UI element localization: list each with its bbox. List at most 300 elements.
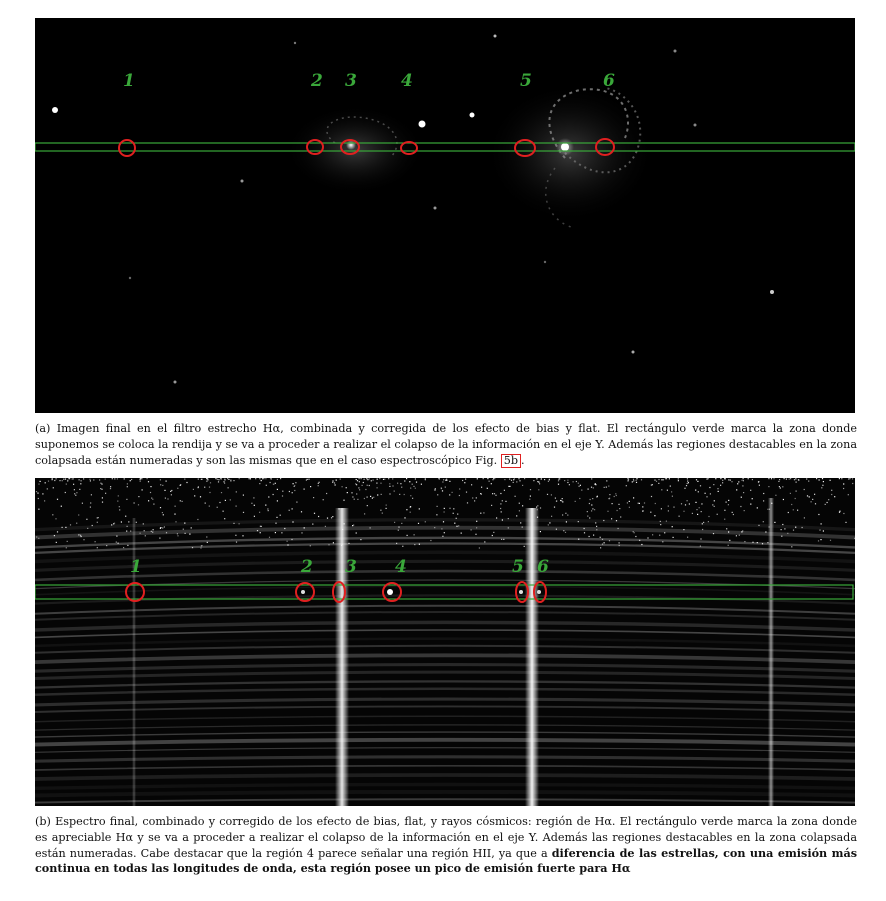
noise-pixel: [425, 479, 426, 480]
noise-pixel: [701, 511, 702, 512]
noise-pixel: [301, 511, 302, 512]
noise-pixel: [604, 487, 605, 488]
noise-pixel: [619, 508, 620, 509]
noise-pixel: [661, 508, 662, 509]
noise-pixel: [99, 479, 100, 480]
noise-pixel: [841, 478, 842, 479]
noise-pixel: [295, 482, 296, 483]
noise-pixel: [708, 516, 709, 517]
noise-pixel: [332, 480, 333, 481]
noise-pixel: [712, 504, 713, 505]
noise-pixel: [579, 498, 580, 499]
noise-pixel: [505, 501, 506, 502]
noise-pixel: [567, 515, 568, 516]
noise-pixel: [821, 487, 822, 488]
region-label-6: 6: [603, 71, 615, 91]
noise-pixel: [634, 532, 635, 533]
noise-pixel: [413, 486, 414, 487]
noise-pixel: [581, 490, 582, 491]
noise-pixel: [271, 478, 272, 479]
noise-pixel: [134, 502, 135, 503]
noise-pixel: [667, 490, 668, 491]
noise-pixel: [55, 518, 56, 519]
noise-pixel: [618, 504, 619, 505]
noise-pixel: [453, 508, 454, 509]
noise-pixel: [636, 478, 637, 479]
noise-pixel: [358, 487, 359, 488]
noise-pixel: [261, 480, 262, 481]
star: [241, 180, 244, 183]
noise-pixel: [415, 488, 416, 489]
noise-pixel: [774, 522, 775, 523]
noise-pixel: [186, 482, 187, 483]
noise-pixel: [421, 484, 422, 485]
noise-pixel: [167, 498, 168, 499]
noise-pixel: [615, 493, 616, 494]
noise-pixel: [714, 500, 715, 501]
noise-pixel: [604, 542, 605, 543]
emission-knot: [519, 590, 523, 594]
noise-pixel: [369, 485, 370, 486]
noise-pixel: [287, 541, 288, 542]
noise-pixel: [684, 488, 685, 489]
noise-pixel: [373, 497, 374, 498]
noise-pixel: [850, 478, 851, 479]
noise-pixel: [627, 478, 628, 479]
noise-pixel: [608, 486, 609, 487]
noise-pixel: [733, 514, 734, 515]
noise-pixel: [548, 481, 549, 482]
noise-pixel: [90, 480, 91, 481]
noise-pixel: [822, 478, 823, 479]
noise-pixel: [597, 496, 598, 497]
noise-pixel: [262, 478, 263, 479]
noise-pixel: [79, 479, 80, 480]
noise-pixel: [260, 532, 261, 533]
noise-pixel: [250, 478, 251, 479]
noise-pixel: [410, 512, 411, 513]
noise-pixel: [660, 524, 661, 525]
noise-pixel: [591, 504, 592, 505]
noise-pixel: [367, 505, 368, 506]
noise-pixel: [718, 491, 719, 492]
noise-pixel: [198, 486, 199, 487]
noise-pixel: [443, 521, 444, 522]
noise-pixel: [436, 514, 437, 515]
noise-pixel: [652, 534, 653, 535]
noise-pixel: [750, 490, 751, 491]
noise-pixel: [609, 498, 610, 499]
noise-pixel: [724, 519, 725, 520]
noise-pixel: [487, 478, 488, 479]
noise-pixel: [681, 503, 682, 504]
noise-pixel: [726, 528, 727, 529]
noise-pixel: [166, 481, 167, 482]
noise-pixel: [519, 480, 520, 481]
noise-pixel: [145, 535, 146, 536]
noise-pixel: [38, 498, 39, 499]
noise-pixel: [126, 499, 127, 500]
noise-pixel: [123, 547, 124, 548]
noise-pixel: [791, 504, 792, 505]
noise-pixel: [75, 495, 76, 496]
noise-pixel: [206, 481, 207, 482]
noise-pixel: [658, 483, 659, 484]
noise-pixel: [687, 478, 688, 479]
noise-pixel: [418, 523, 419, 524]
noise-pixel: [412, 484, 413, 485]
noise-pixel: [823, 530, 824, 531]
noise-pixel: [551, 516, 552, 517]
caption-b-text: (b) Espectro final, combinado y corregido de los efecto de bias, flat, y rayos cósmicos: región de Hα. El rectángulo verde marca la zona donde es apreciable Hα y se va a proceder a realizar el colapso de la información en el eje Y. Además las regiones destacables en la zona colapsada están numeradas. Cabe destacar que la región 4 parece señalar una región HII, ya que a: [35, 815, 857, 860]
noise-pixel: [356, 479, 357, 480]
noise-pixel: [472, 497, 473, 498]
noise-pixel: [266, 485, 267, 486]
noise-pixel: [638, 503, 639, 504]
noise-pixel: [821, 523, 822, 524]
noise-pixel: [280, 478, 281, 479]
region-label-3: 3: [345, 557, 357, 577]
noise-pixel: [268, 510, 269, 511]
noise-pixel: [736, 489, 737, 490]
noise-pixel: [267, 508, 268, 509]
noise-pixel: [825, 504, 826, 505]
noise-pixel: [654, 515, 655, 516]
noise-pixel: [351, 492, 352, 493]
noise-pixel: [797, 510, 798, 511]
noise-pixel: [717, 488, 718, 489]
noise-pixel: [778, 481, 779, 482]
noise-pixel: [796, 491, 797, 492]
noise-pixel: [644, 502, 645, 503]
noise-pixel: [265, 478, 266, 479]
noise-pixel: [475, 534, 476, 535]
noise-pixel: [381, 494, 382, 495]
noise-pixel: [142, 489, 143, 490]
noise-pixel: [768, 478, 769, 479]
noise-pixel: [739, 535, 740, 536]
noise-pixel: [536, 507, 537, 508]
noise-pixel: [642, 511, 643, 512]
noise-pixel: [141, 478, 142, 479]
noise-pixel: [492, 493, 493, 494]
noise-pixel: [504, 490, 505, 491]
noise-pixel: [56, 478, 57, 479]
noise-pixel: [263, 478, 264, 479]
noise-pixel: [614, 496, 615, 497]
noise-pixel: [355, 483, 356, 484]
noise-pixel: [651, 496, 652, 497]
noise-pixel: [193, 489, 194, 490]
noise-pixel: [406, 478, 407, 479]
noise-pixel: [435, 488, 436, 489]
noise-pixel: [254, 516, 255, 517]
noise-pixel: [629, 507, 630, 508]
noise-pixel: [559, 478, 560, 479]
noise-pixel: [479, 547, 480, 548]
noise-pixel: [480, 493, 481, 494]
noise-pixel: [843, 483, 844, 484]
noise-pixel: [607, 511, 608, 512]
noise-pixel: [201, 479, 202, 480]
noise-pixel: [209, 487, 210, 488]
noise-pixel: [57, 499, 58, 500]
noise-pixel: [217, 479, 218, 480]
noise-pixel: [650, 512, 651, 513]
noise-pixel: [561, 500, 562, 501]
noise-pixel: [93, 479, 94, 480]
noise-pixel: [564, 480, 565, 481]
region-label-2: 2: [311, 71, 323, 91]
noise-pixel: [728, 479, 729, 480]
noise-pixel: [236, 491, 237, 492]
noise-pixel: [397, 483, 398, 484]
noise-pixel: [687, 483, 688, 484]
noise-pixel: [70, 524, 71, 525]
noise-pixel: [255, 478, 256, 479]
noise-pixel: [442, 490, 443, 491]
noise-pixel: [392, 478, 393, 479]
noise-pixel: [128, 521, 129, 522]
noise-pixel: [783, 499, 784, 500]
noise-pixel: [520, 522, 521, 523]
noise-pixel: [119, 506, 120, 507]
noise-pixel: [102, 502, 103, 503]
noise-pixel: [575, 501, 576, 502]
caption-a-text: (a) Imagen final en el filtro estrecho Hα, combinada y corregida de los efecto de bias y flat. El rectángulo verde marca la zona donde suponemos se coloca la rendija y se va a proceder a realizar el colapso de la información en el eje Y. Además las regiones destacables en la zona colapsada están numeradas y son las mismas que en el caso espectroscópico Fig.: [35, 422, 857, 467]
noise-pixel: [171, 494, 172, 495]
noise-pixel: [394, 491, 395, 492]
noise-pixel: [744, 510, 745, 511]
noise-pixel: [204, 487, 205, 488]
noise-pixel: [294, 485, 295, 486]
noise-pixel: [763, 500, 764, 501]
noise-pixel: [578, 483, 579, 484]
region-label-2: 2: [301, 557, 313, 577]
noise-pixel: [269, 537, 270, 538]
noise-pixel: [343, 500, 344, 501]
noise-pixel: [164, 526, 165, 527]
noise-pixel: [281, 532, 282, 533]
noise-pixel: [239, 478, 240, 479]
noise-pixel: [687, 500, 688, 501]
noise-pixel: [647, 537, 648, 538]
noise-pixel: [700, 538, 701, 539]
noise-pixel: [737, 483, 738, 484]
noise-pixel: [699, 507, 700, 508]
noise-pixel: [518, 478, 519, 479]
noise-pixel: [500, 508, 501, 509]
noise-pixel: [843, 513, 844, 514]
noise-pixel: [453, 513, 454, 514]
noise-pixel: [592, 508, 593, 509]
noise-pixel: [464, 482, 465, 483]
noise-pixel: [494, 478, 495, 479]
noise-pixel: [364, 513, 365, 514]
noise-pixel: [732, 512, 733, 513]
noise-pixel: [407, 535, 408, 536]
noise-pixel: [277, 479, 278, 480]
noise-pixel: [780, 487, 781, 488]
noise-pixel: [759, 485, 760, 486]
noise-pixel: [793, 509, 794, 510]
noise-pixel: [402, 546, 403, 547]
noise-pixel: [748, 478, 749, 479]
noise-pixel: [380, 483, 381, 484]
noise-pixel: [786, 479, 787, 480]
star: [694, 124, 697, 127]
noise-pixel: [332, 516, 333, 517]
noise-pixel: [410, 488, 411, 489]
noise-pixel: [86, 519, 87, 520]
noise-pixel: [668, 506, 669, 507]
noise-pixel: [589, 503, 590, 504]
noise-pixel: [848, 478, 849, 479]
noise-pixel: [722, 480, 723, 481]
noise-pixel: [537, 481, 538, 482]
noise-pixel: [665, 478, 666, 479]
noise-pixel: [45, 482, 46, 483]
noise-pixel: [366, 478, 367, 479]
noise-pixel: [549, 522, 550, 523]
noise-pixel: [57, 531, 58, 532]
noise-pixel: [708, 521, 709, 522]
spectrum-panel: [35, 478, 855, 806]
noise-pixel: [591, 510, 592, 511]
noise-pixel: [779, 486, 780, 487]
noise-pixel: [346, 487, 347, 488]
noise-pixel: [356, 532, 357, 533]
noise-pixel: [259, 512, 260, 513]
noise-pixel: [467, 502, 468, 503]
noise-pixel: [538, 489, 539, 490]
noise-pixel: [501, 511, 502, 512]
noise-pixel: [52, 514, 53, 515]
noise-pixel: [495, 495, 496, 496]
noise-pixel: [359, 489, 360, 490]
noise-pixel: [823, 481, 824, 482]
noise-pixel: [206, 536, 207, 537]
noise-pixel: [401, 523, 402, 524]
noise-pixel: [275, 532, 276, 533]
noise-pixel: [782, 486, 783, 487]
noise-pixel: [540, 531, 541, 532]
noise-pixel: [218, 481, 219, 482]
noise-pixel: [445, 487, 446, 488]
noise-pixel: [843, 488, 844, 489]
noise-pixel: [587, 516, 588, 517]
noise-pixel: [462, 480, 463, 481]
galaxy-left-haze: [285, 105, 425, 195]
noise-pixel: [323, 499, 324, 500]
noise-pixel: [848, 494, 849, 495]
noise-pixel: [210, 482, 211, 483]
noise-pixel: [292, 492, 293, 493]
noise-pixel: [362, 485, 363, 486]
noise-pixel: [738, 481, 739, 482]
noise-pixel: [273, 484, 274, 485]
noise-pixel: [445, 480, 446, 481]
noise-pixel: [334, 482, 335, 483]
noise-pixel: [114, 478, 115, 479]
noise-pixel: [280, 515, 281, 516]
noise-pixel: [752, 498, 753, 499]
noise-pixel: [110, 486, 111, 487]
noise-pixel: [494, 493, 495, 494]
noise-pixel: [194, 495, 195, 496]
noise-pixel: [579, 486, 580, 487]
noise-pixel: [363, 482, 364, 483]
star-glow: [556, 138, 574, 156]
noise-pixel: [347, 492, 348, 493]
noise-pixel: [97, 517, 98, 518]
noise-pixel: [228, 487, 229, 488]
noise-pixel: [724, 478, 725, 479]
noise-pixel: [814, 494, 815, 495]
noise-pixel: [562, 498, 563, 499]
noise-pixel: [444, 532, 445, 533]
noise-pixel: [425, 521, 426, 522]
noise-pixel: [62, 480, 63, 481]
noise-pixel: [741, 497, 742, 498]
noise-pixel: [588, 489, 589, 490]
noise-pixel: [595, 483, 596, 484]
noise-pixel: [377, 487, 378, 488]
noise-pixel: [150, 486, 151, 487]
noise-pixel: [556, 501, 557, 502]
noise-pixel: [105, 479, 106, 480]
noise-pixel: [359, 481, 360, 482]
noise-pixel: [811, 501, 812, 502]
noise-pixel: [491, 505, 492, 506]
figure-reference-link[interactable]: 5b: [501, 454, 521, 468]
noise-pixel: [100, 483, 101, 484]
noise-pixel: [493, 532, 494, 533]
noise-pixel: [590, 499, 591, 500]
star: [770, 290, 774, 294]
star: [174, 381, 177, 384]
noise-pixel: [591, 478, 592, 479]
noise-pixel: [722, 482, 723, 483]
noise-pixel: [454, 523, 455, 524]
region-label-1: 1: [130, 557, 142, 577]
noise-pixel: [596, 526, 597, 527]
noise-pixel: [74, 493, 75, 494]
noise-pixel: [205, 503, 206, 504]
noise-pixel: [724, 510, 725, 511]
noise-pixel: [170, 491, 171, 492]
noise-pixel: [483, 478, 484, 479]
emission-knot: [301, 590, 305, 594]
noise-pixel: [159, 538, 160, 539]
noise-pixel: [76, 523, 77, 524]
noise-pixel: [663, 479, 664, 480]
noise-pixel: [367, 497, 368, 498]
noise-pixel: [806, 478, 807, 479]
noise-pixel: [584, 532, 585, 533]
noise-pixel: [364, 498, 365, 499]
noise-pixel: [807, 495, 808, 496]
noise-pixel: [310, 486, 311, 487]
noise-pixel: [591, 487, 592, 488]
noise-pixel: [442, 481, 443, 482]
noise-pixel: [537, 505, 538, 506]
noise-pixel: [728, 500, 729, 501]
noise-pixel: [412, 498, 413, 499]
noise-pixel: [830, 480, 831, 481]
noise-pixel: [661, 489, 662, 490]
figure-caption-b: [35, 814, 857, 877]
